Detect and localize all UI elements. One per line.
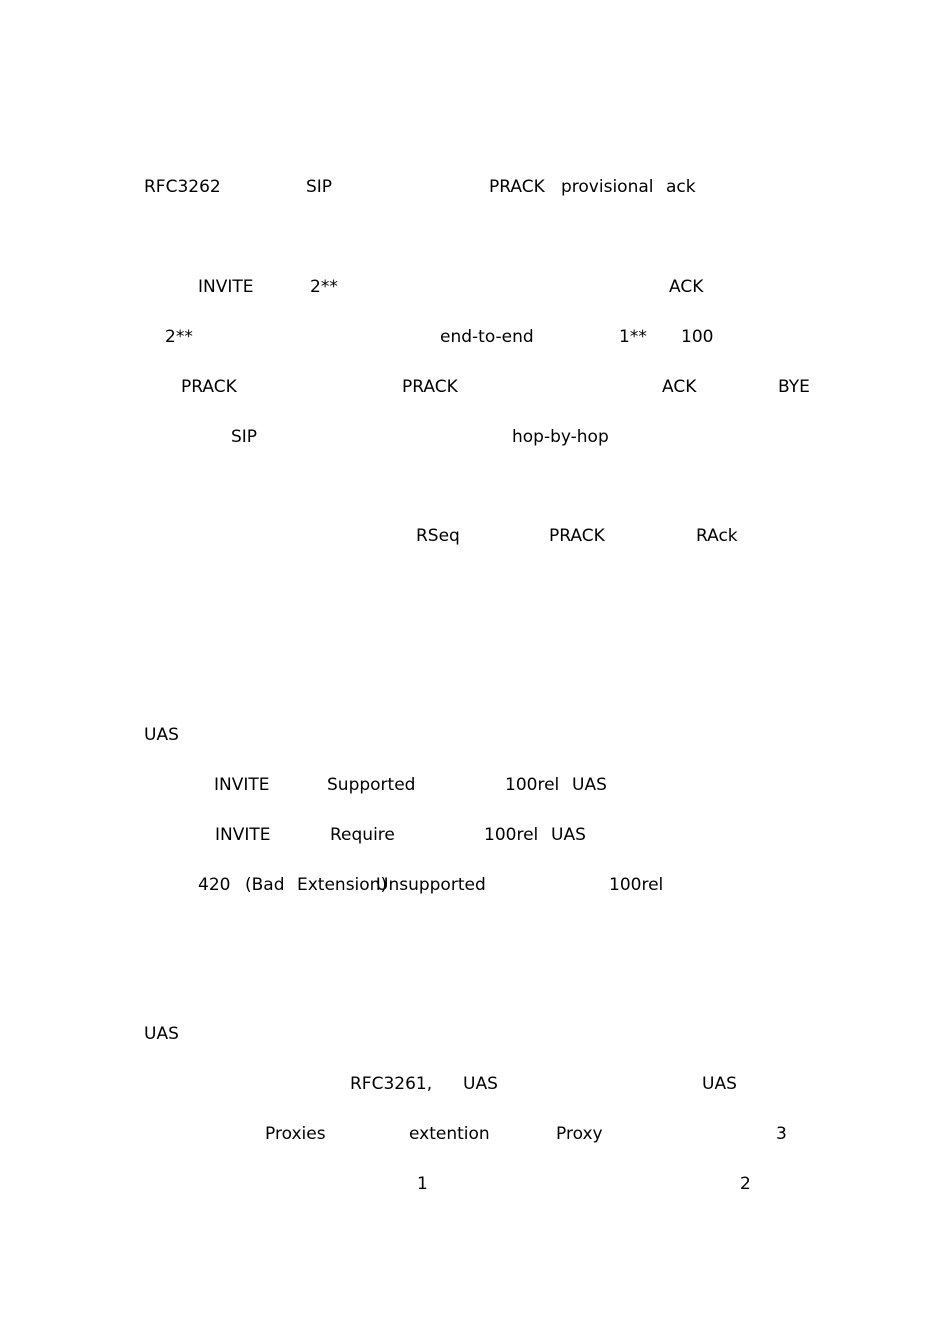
text-fragment: INVITE [198, 277, 254, 297]
text-fragment: PRACK [489, 177, 545, 197]
text-fragment: INVITE [214, 775, 270, 795]
text-fragment: ack [666, 177, 696, 197]
text-fragment: Proxies [265, 1124, 326, 1144]
text-fragment: ACK [662, 377, 697, 397]
text-fragment: 2 [740, 1174, 751, 1194]
text-fragment: Unsupported [376, 875, 486, 895]
text-fragment: (Bad [245, 875, 285, 895]
text-fragment: provisional [561, 177, 654, 197]
text-fragment: RFC3261, [350, 1074, 433, 1094]
text-fragment: BYE [778, 377, 810, 397]
text-fragment: SIP [306, 177, 333, 197]
text-fragment: PRACK [181, 377, 237, 397]
text-fragment: UAS [551, 825, 586, 845]
text-fragment: PRACK [549, 526, 605, 546]
text-fragment: UAS [702, 1074, 737, 1094]
text-fragment: Require [330, 825, 395, 845]
text-fragment: UAS [463, 1074, 498, 1094]
text-fragment: Proxy [556, 1124, 603, 1144]
text-fragment: 3 [776, 1124, 787, 1144]
text-fragment: UAS [572, 775, 607, 795]
text-fragment: 1** [619, 327, 647, 347]
text-fragment: RSeq [416, 526, 460, 546]
text-fragment: Extension) [297, 875, 388, 895]
text-fragment: RFC3262 [144, 177, 221, 197]
text-fragment: Supported [327, 775, 416, 795]
text-fragment: 2** [165, 327, 193, 347]
text-fragment: end-to-end [440, 327, 534, 347]
text-fragment: 100rel [505, 775, 560, 795]
text-fragment: hop-by-hop [512, 427, 609, 447]
text-fragment: 100rel [484, 825, 539, 845]
section-label: UAS [144, 1024, 179, 1044]
text-fragment: SIP [231, 427, 258, 447]
text-fragment: 1 [417, 1174, 428, 1194]
text-fragment: ACK [669, 277, 704, 297]
text-fragment: 2** [310, 277, 338, 297]
text-fragment: RAck [696, 526, 738, 546]
text-fragment: 100 [681, 327, 714, 347]
text-fragment: INVITE [215, 825, 271, 845]
text-fragment: 420 [198, 875, 231, 895]
text-fragment: 100rel [609, 875, 664, 895]
text-fragment: PRACK [402, 377, 458, 397]
text-fragment: extention [409, 1124, 490, 1144]
section-label: UAS [144, 725, 179, 745]
